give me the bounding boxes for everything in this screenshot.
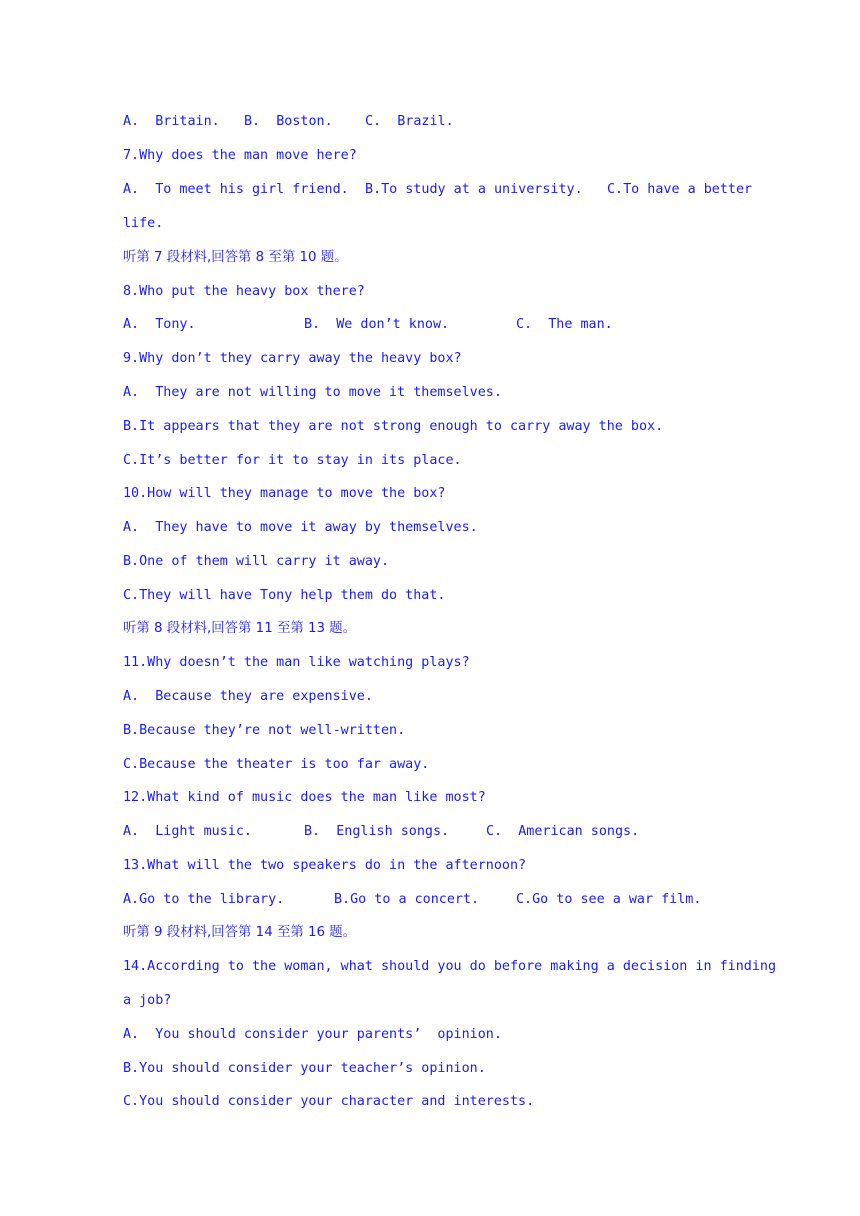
q12-option-c: C. American songs. bbox=[486, 824, 640, 839]
q13-option-c: C.Go to see a war film. bbox=[516, 892, 702, 907]
q14-option-b: B.You should consider your teacher’s opinion. bbox=[123, 1061, 486, 1076]
q11-question: 11.Why doesn’t the man like watching plays? bbox=[123, 655, 470, 670]
q9-option-a: A. They are not willing to move it themselves. bbox=[123, 385, 502, 400]
q8-question: 8.Who put the heavy box there? bbox=[123, 284, 365, 299]
q10-option-b: B.One of them will carry it away. bbox=[123, 554, 390, 569]
q6-options-row bbox=[123, 112, 454, 132]
q12-options-row bbox=[123, 822, 640, 842]
q7-option-c: C.To have a better bbox=[607, 182, 753, 197]
q9-option-c: C.It’s better for it to stay in its place. bbox=[123, 453, 462, 468]
q7-continuation: life. bbox=[123, 216, 164, 231]
q13-options-row bbox=[123, 890, 702, 910]
section-7-heading: 听第 7 段材料,回答第 8 至第 10 题。 bbox=[123, 250, 348, 265]
q14-option-c: C.You should consider your character and interests. bbox=[123, 1094, 535, 1109]
q9-option-b: B.It appears that they are not strong enough to carry away the box. bbox=[123, 419, 664, 434]
q7-option-b: B.To study at a university. bbox=[365, 182, 583, 197]
q6-option-c: C. Brazil. bbox=[365, 114, 454, 129]
q9-question: 9.Why don’t they carry away the heavy box? bbox=[123, 351, 462, 366]
q14-continuation: a job? bbox=[123, 993, 172, 1008]
q13-option-b: B.Go to a concert. bbox=[334, 892, 480, 907]
section-9-heading: 听第 9 段材料,回答第 14 至第 16 题。 bbox=[123, 925, 357, 940]
q12-question: 12.What kind of music does the man like most? bbox=[123, 790, 486, 805]
q13-option-a: A.Go to the library. bbox=[123, 892, 285, 907]
q7-question: 7.Why does the man move here? bbox=[123, 148, 357, 163]
q12-option-a: A. Light music. bbox=[123, 824, 252, 839]
q11-option-b: B.Because they’re not well-written. bbox=[123, 723, 406, 738]
q8-option-c: C. The man. bbox=[516, 317, 613, 332]
q6-option-b: B. Boston. bbox=[244, 114, 333, 129]
section-8-heading: 听第 8 段材料,回答第 11 至第 13 题。 bbox=[123, 621, 357, 636]
q8-option-a: A. Tony. bbox=[123, 317, 196, 332]
q8-option-b: B. We don’t know. bbox=[304, 317, 450, 332]
q6-option-a: A. Britain. bbox=[123, 114, 220, 129]
q11-option-a: A. Because they are expensive. bbox=[123, 689, 373, 704]
q11-option-c: C.Because the theater is too far away. bbox=[123, 757, 430, 772]
q7-options-row bbox=[123, 180, 753, 200]
q14-question: 14.According to the woman, what should you do before making a decision in finding bbox=[123, 959, 777, 974]
q12-option-b: B. English songs. bbox=[304, 824, 450, 839]
q7-option-a: A. To meet his girl friend. bbox=[123, 182, 349, 197]
q10-question: 10.How will they manage to move the box? bbox=[123, 486, 446, 501]
q14-option-a: A. You should consider your parents’ opinion. bbox=[123, 1027, 502, 1042]
q13-question: 13.What will the two speakers do in the afternoon? bbox=[123, 858, 527, 873]
q10-option-c: C.They will have Tony help them do that. bbox=[123, 588, 446, 603]
q10-option-a: A. They have to move it away by themselves. bbox=[123, 520, 478, 535]
q8-options-row bbox=[123, 315, 613, 335]
